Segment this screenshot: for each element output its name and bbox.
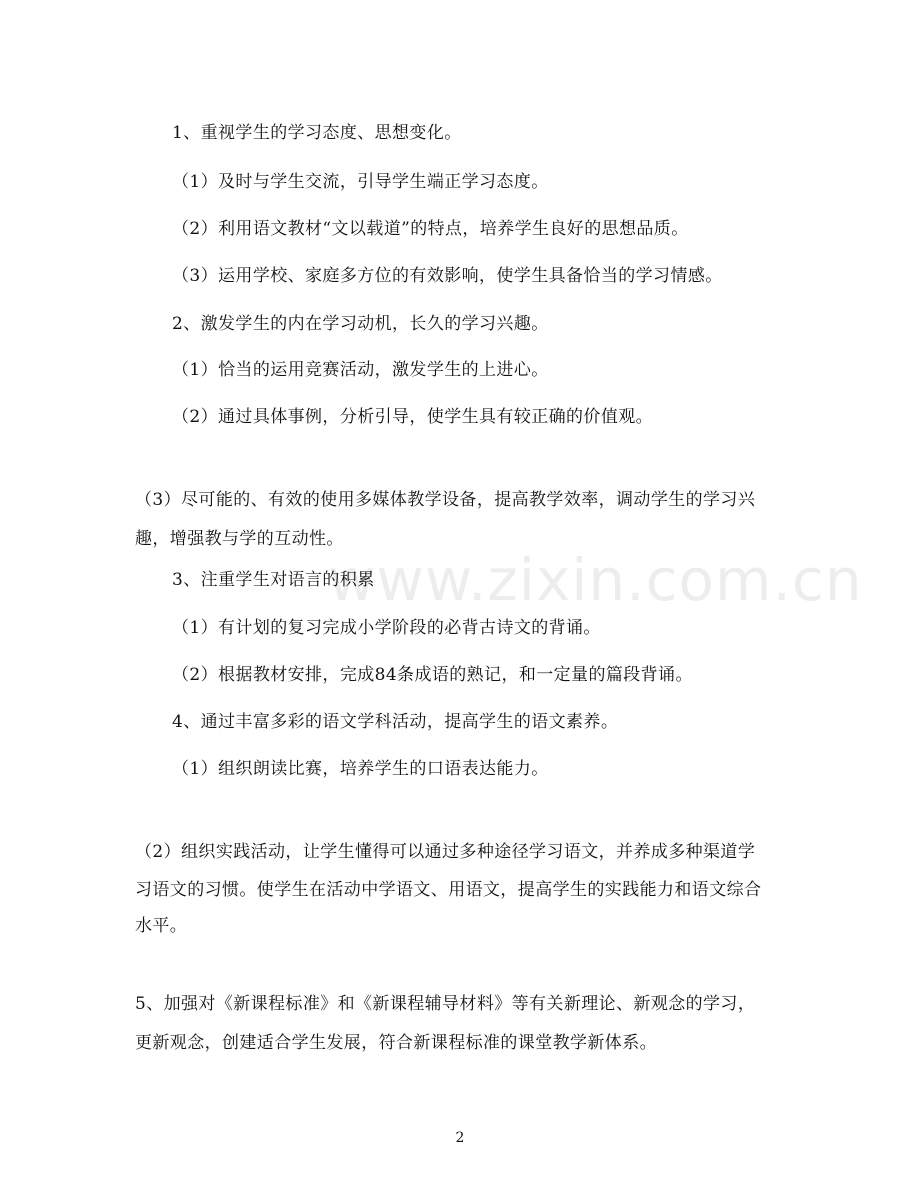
paragraph-line: （2）根据教材安排，完成84条成语的熟记，和一定量的篇段背诵。 bbox=[172, 665, 693, 685]
paragraph-line: （3）运用学校、家庭多方位的有效影响，使学生具备恰当的学习情感。 bbox=[172, 266, 723, 286]
paragraph-line: （2）组织实践活动，让学生懂得可以通过多种途径学习语文，并养成多种渠道学 bbox=[135, 842, 756, 862]
paragraph-line: （2）利用语文教材“文以载道”的特点，培养学生良好的思想品质。 bbox=[172, 219, 689, 239]
section-heading-3: 3、注重学生对语言的积累 bbox=[172, 570, 375, 590]
paragraph-line: 水平。 bbox=[135, 916, 188, 936]
paragraph-line: （1）有计划的复习完成小学阶段的必背古诗文的背诵。 bbox=[172, 618, 601, 638]
section-heading-2: 2、激发学生的内在学习动机，长久的学习兴趣。 bbox=[172, 314, 549, 334]
paragraph-line: （1）组织朗读比赛，培养学生的口语表达能力。 bbox=[172, 759, 549, 779]
paragraph-line: （1）恰当的运用竞赛活动，激发学生的上进心。 bbox=[172, 360, 549, 380]
paragraph-line: 趣，增强教与学的互动性。 bbox=[135, 529, 344, 549]
section-heading-1: 1、重视学生的学习态度、思想变化。 bbox=[172, 123, 462, 143]
page-number: 2 bbox=[455, 1130, 465, 1146]
paragraph-line: （3）尽可能的、有效的使用多媒体教学设备，提高教学效率，调动学生的学习兴 bbox=[135, 490, 756, 510]
paragraph-line: （1）及时与学生交流，引导学生端正学习态度。 bbox=[172, 172, 549, 192]
watermark: www.zixin.com.cn bbox=[328, 546, 863, 614]
paragraph-line: （2）通过具体事例，分析引导，使学生具有较正确的价值观。 bbox=[172, 407, 654, 427]
paragraph-line: 习语文的习惯。使学生在活动中学语文、用语文，提高学生的实践能力和语文综合 bbox=[135, 880, 762, 900]
section-heading-4: 4、通过丰富多彩的语文学科活动，提高学生的语文素养。 bbox=[172, 712, 619, 732]
paragraph-line: 更新观念，创建适合学生发展，符合新课程标准的课堂教学新体系。 bbox=[135, 1033, 657, 1053]
section-heading-5: 5、加强对《新课程标准》和《新课程辅导材料》等有关新理论、新观念的学习， bbox=[135, 994, 756, 1014]
